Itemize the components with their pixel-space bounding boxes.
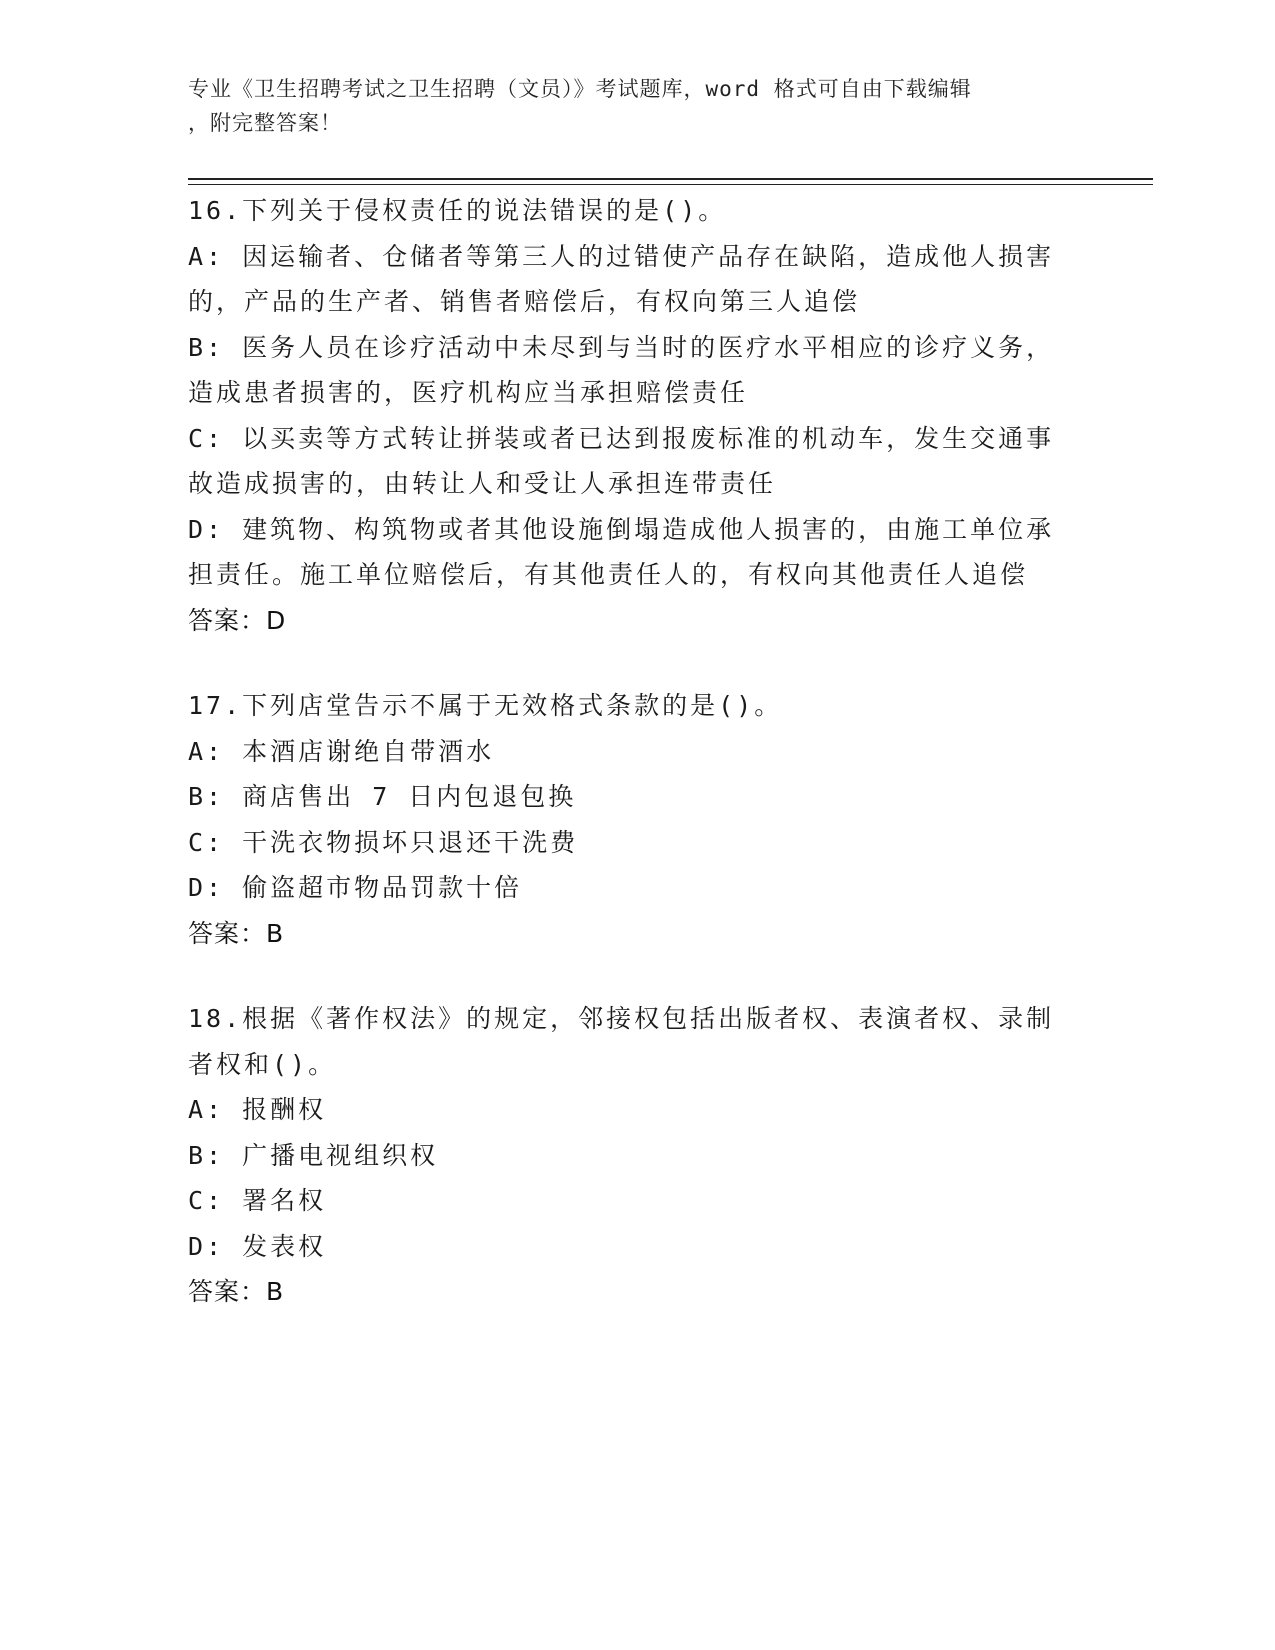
option-b: B: 医务人员在诊疗活动中未尽到与当时的医疗水平相应的诊疗义务，造成患者损害的，医疗机构应当承担赔偿责任	[188, 332, 1055, 407]
option-a: A: 因运输者、仓储者等第三人的过错使产品存在缺陷，造成他人损害的，产品的生产者、销售者赔偿后，有权向第三人追偿	[188, 241, 1055, 316]
question-stem: 17.下列店堂告示不属于无效格式条款的是()。	[188, 691, 783, 720]
question-stem: 18.根据《著作权法》的规定，邻接权包括出版者权、表演者权、录制者权和()。	[188, 1004, 1055, 1079]
question-17	[188, 683, 1078, 956]
question-list	[188, 188, 1078, 1355]
question-stem: 16.下列关于侵权责任的说法错误的是()。	[188, 196, 727, 225]
answer-label: 答案：D	[188, 605, 287, 635]
option-c: C: 干洗衣物损坏只退还干洗费	[188, 827, 579, 857]
option-b: B: 广播电视组织权	[188, 1140, 439, 1170]
document-header	[188, 72, 1068, 140]
option-d: D: 发表权	[188, 1231, 327, 1261]
question-18	[188, 996, 1078, 1315]
option-c: C: 以买卖等方式转让拼装或者已达到报废标准的机动车，发生交通事故造成损害的，由转让人和受让人承担连带责任	[188, 423, 1055, 498]
option-d: D: 偷盗超市物品罚款十倍	[188, 873, 523, 902]
option-b: B: 商店售出 7 日内包退包换	[188, 782, 577, 811]
question-16	[188, 188, 1078, 643]
header-line-2: ，附完整答案！	[188, 111, 342, 135]
answer-label: 答案：B	[188, 1277, 285, 1306]
header-line-1: 专业《卫生招聘考试之卫生招聘（文员）》考试题库，word 格式可自由下载编辑	[188, 77, 972, 101]
answer-label: 答案：B	[188, 918, 285, 948]
option-a: A: 本酒店谢绝自带酒水	[188, 736, 495, 766]
header-divider	[188, 178, 1153, 185]
option-a: A: 报酬权	[188, 1095, 327, 1124]
option-d: D: 建筑物、构筑物或者其他设施倒塌造成他人损害的，由施工单位承担责任。施工单位赔偿后，有其他责任人的，有权向其他责任人追偿	[188, 514, 1055, 589]
option-c: C: 署名权	[188, 1186, 327, 1215]
